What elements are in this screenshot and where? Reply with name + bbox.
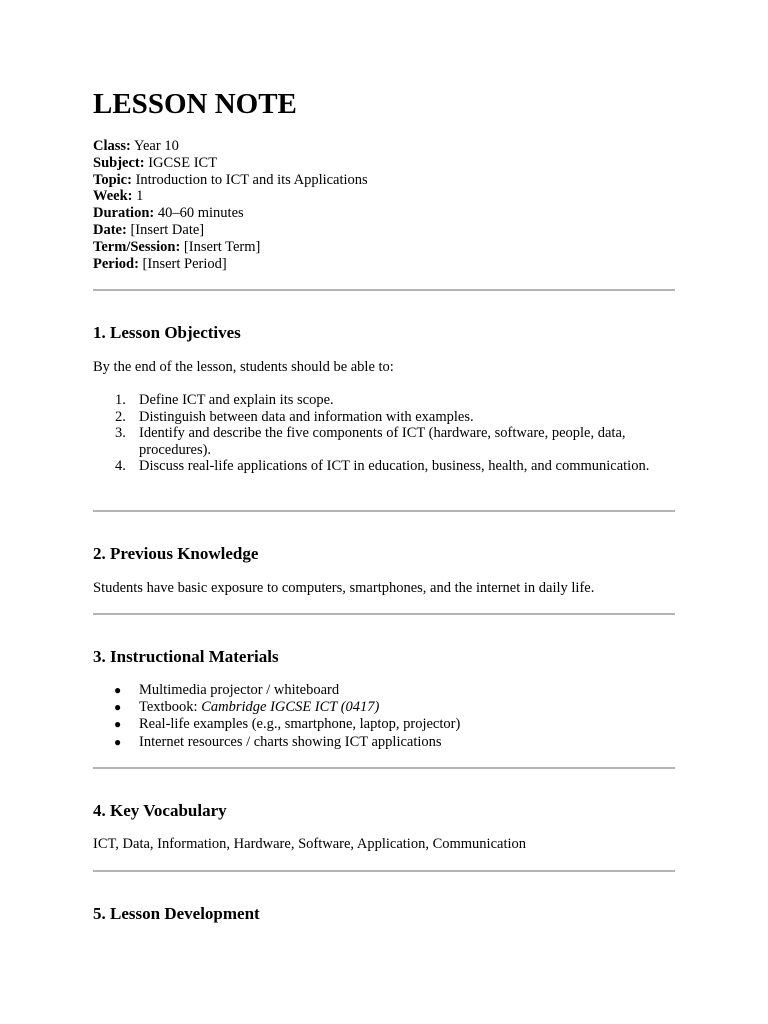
detail-value: [Insert Term] [183, 238, 261, 255]
detail-label: Term/Session: [93, 238, 181, 255]
list-item-text: Identify and describe the five components of ICT (hardware, software, people, data, procedures). [139, 425, 626, 458]
list-item [93, 682, 675, 699]
list-item-text: Real-life examples (e.g., smartphone, laptop, projector) [139, 716, 461, 733]
detail-label: Period: [93, 255, 139, 272]
list-number: 1. [115, 392, 126, 408]
detail-label: Duration: [93, 205, 155, 222]
materials-heading: 3. Instructional Materials [93, 647, 279, 666]
bullet-icon: ● [114, 700, 122, 715]
detail-date [93, 222, 368, 239]
detail-value: Introduction to ICT and its Applications [135, 171, 368, 188]
detail-label: Subject: [93, 154, 145, 171]
development-heading: 5. Lesson Development [93, 904, 260, 923]
detail-value: [Insert Period] [142, 255, 227, 272]
bullet-icon: ● [114, 734, 122, 749]
list-item [93, 425, 675, 458]
detail-label: Class: [93, 138, 131, 154]
previous-knowledge-heading: 2. Previous Knowledge [93, 544, 259, 563]
page-title: LESSON NOTE [93, 88, 297, 120]
detail-class [93, 138, 368, 155]
detail-label: Week: [93, 188, 133, 205]
textbook-title: Cambridge IGCSE ICT (0417) [201, 699, 380, 716]
materials-list [93, 682, 675, 751]
lesson-details [93, 138, 368, 272]
section-divider [93, 289, 675, 291]
list-item-text: Multimedia projector / whiteboard [139, 682, 340, 698]
bullet-icon: ● [114, 717, 122, 732]
list-number: 3. [115, 425, 126, 442]
detail-value: 40–60 minutes [157, 205, 244, 222]
objectives-heading: 1. Lesson Objectives [93, 323, 241, 342]
section-divider [93, 767, 675, 769]
detail-period [93, 256, 368, 273]
detail-duration [93, 205, 368, 222]
detail-subject [93, 155, 368, 172]
list-item [93, 699, 675, 716]
detail-label: Date: [93, 221, 127, 238]
detail-value: [Insert Date] [130, 221, 205, 238]
list-number: 4. [115, 458, 126, 475]
vocabulary-text: ICT, Data, Information, Hardware, Software, Application, Communication [93, 836, 527, 852]
list-item [93, 716, 675, 733]
section-divider [93, 510, 675, 512]
objectives-list [93, 392, 675, 475]
detail-value: IGCSE ICT [148, 154, 218, 171]
list-item [93, 734, 675, 751]
previous-knowledge-text: Students have basic exposure to computers, smartphones, and the internet in daily life. [93, 580, 595, 596]
list-item [93, 392, 675, 409]
list-number: 2. [115, 408, 126, 425]
detail-topic [93, 172, 368, 189]
bullet-icon: ● [114, 683, 122, 697]
list-item-text: Distinguish between data and information with examples. [139, 408, 474, 425]
list-item-text: Textbook: [139, 699, 202, 716]
list-item-text: Define ICT and explain its scope. [139, 392, 334, 408]
list-item [93, 458, 675, 475]
section-divider [93, 613, 675, 615]
section-divider [93, 870, 675, 872]
detail-value: Year 10 [133, 138, 179, 154]
detail-label: Topic: [93, 171, 132, 188]
detail-value: 1 [136, 188, 144, 205]
detail-week [93, 188, 368, 205]
list-item [93, 409, 675, 426]
detail-term [93, 239, 368, 256]
list-item-text: Internet resources / charts showing ICT applications [139, 733, 442, 750]
list-item-text: Discuss real-life applications of ICT in education, business, health, and communication. [139, 458, 650, 475]
vocabulary-heading: 4. Key Vocabulary [93, 801, 227, 820]
objectives-intro: By the end of the lesson, students should be able to: [93, 359, 394, 375]
